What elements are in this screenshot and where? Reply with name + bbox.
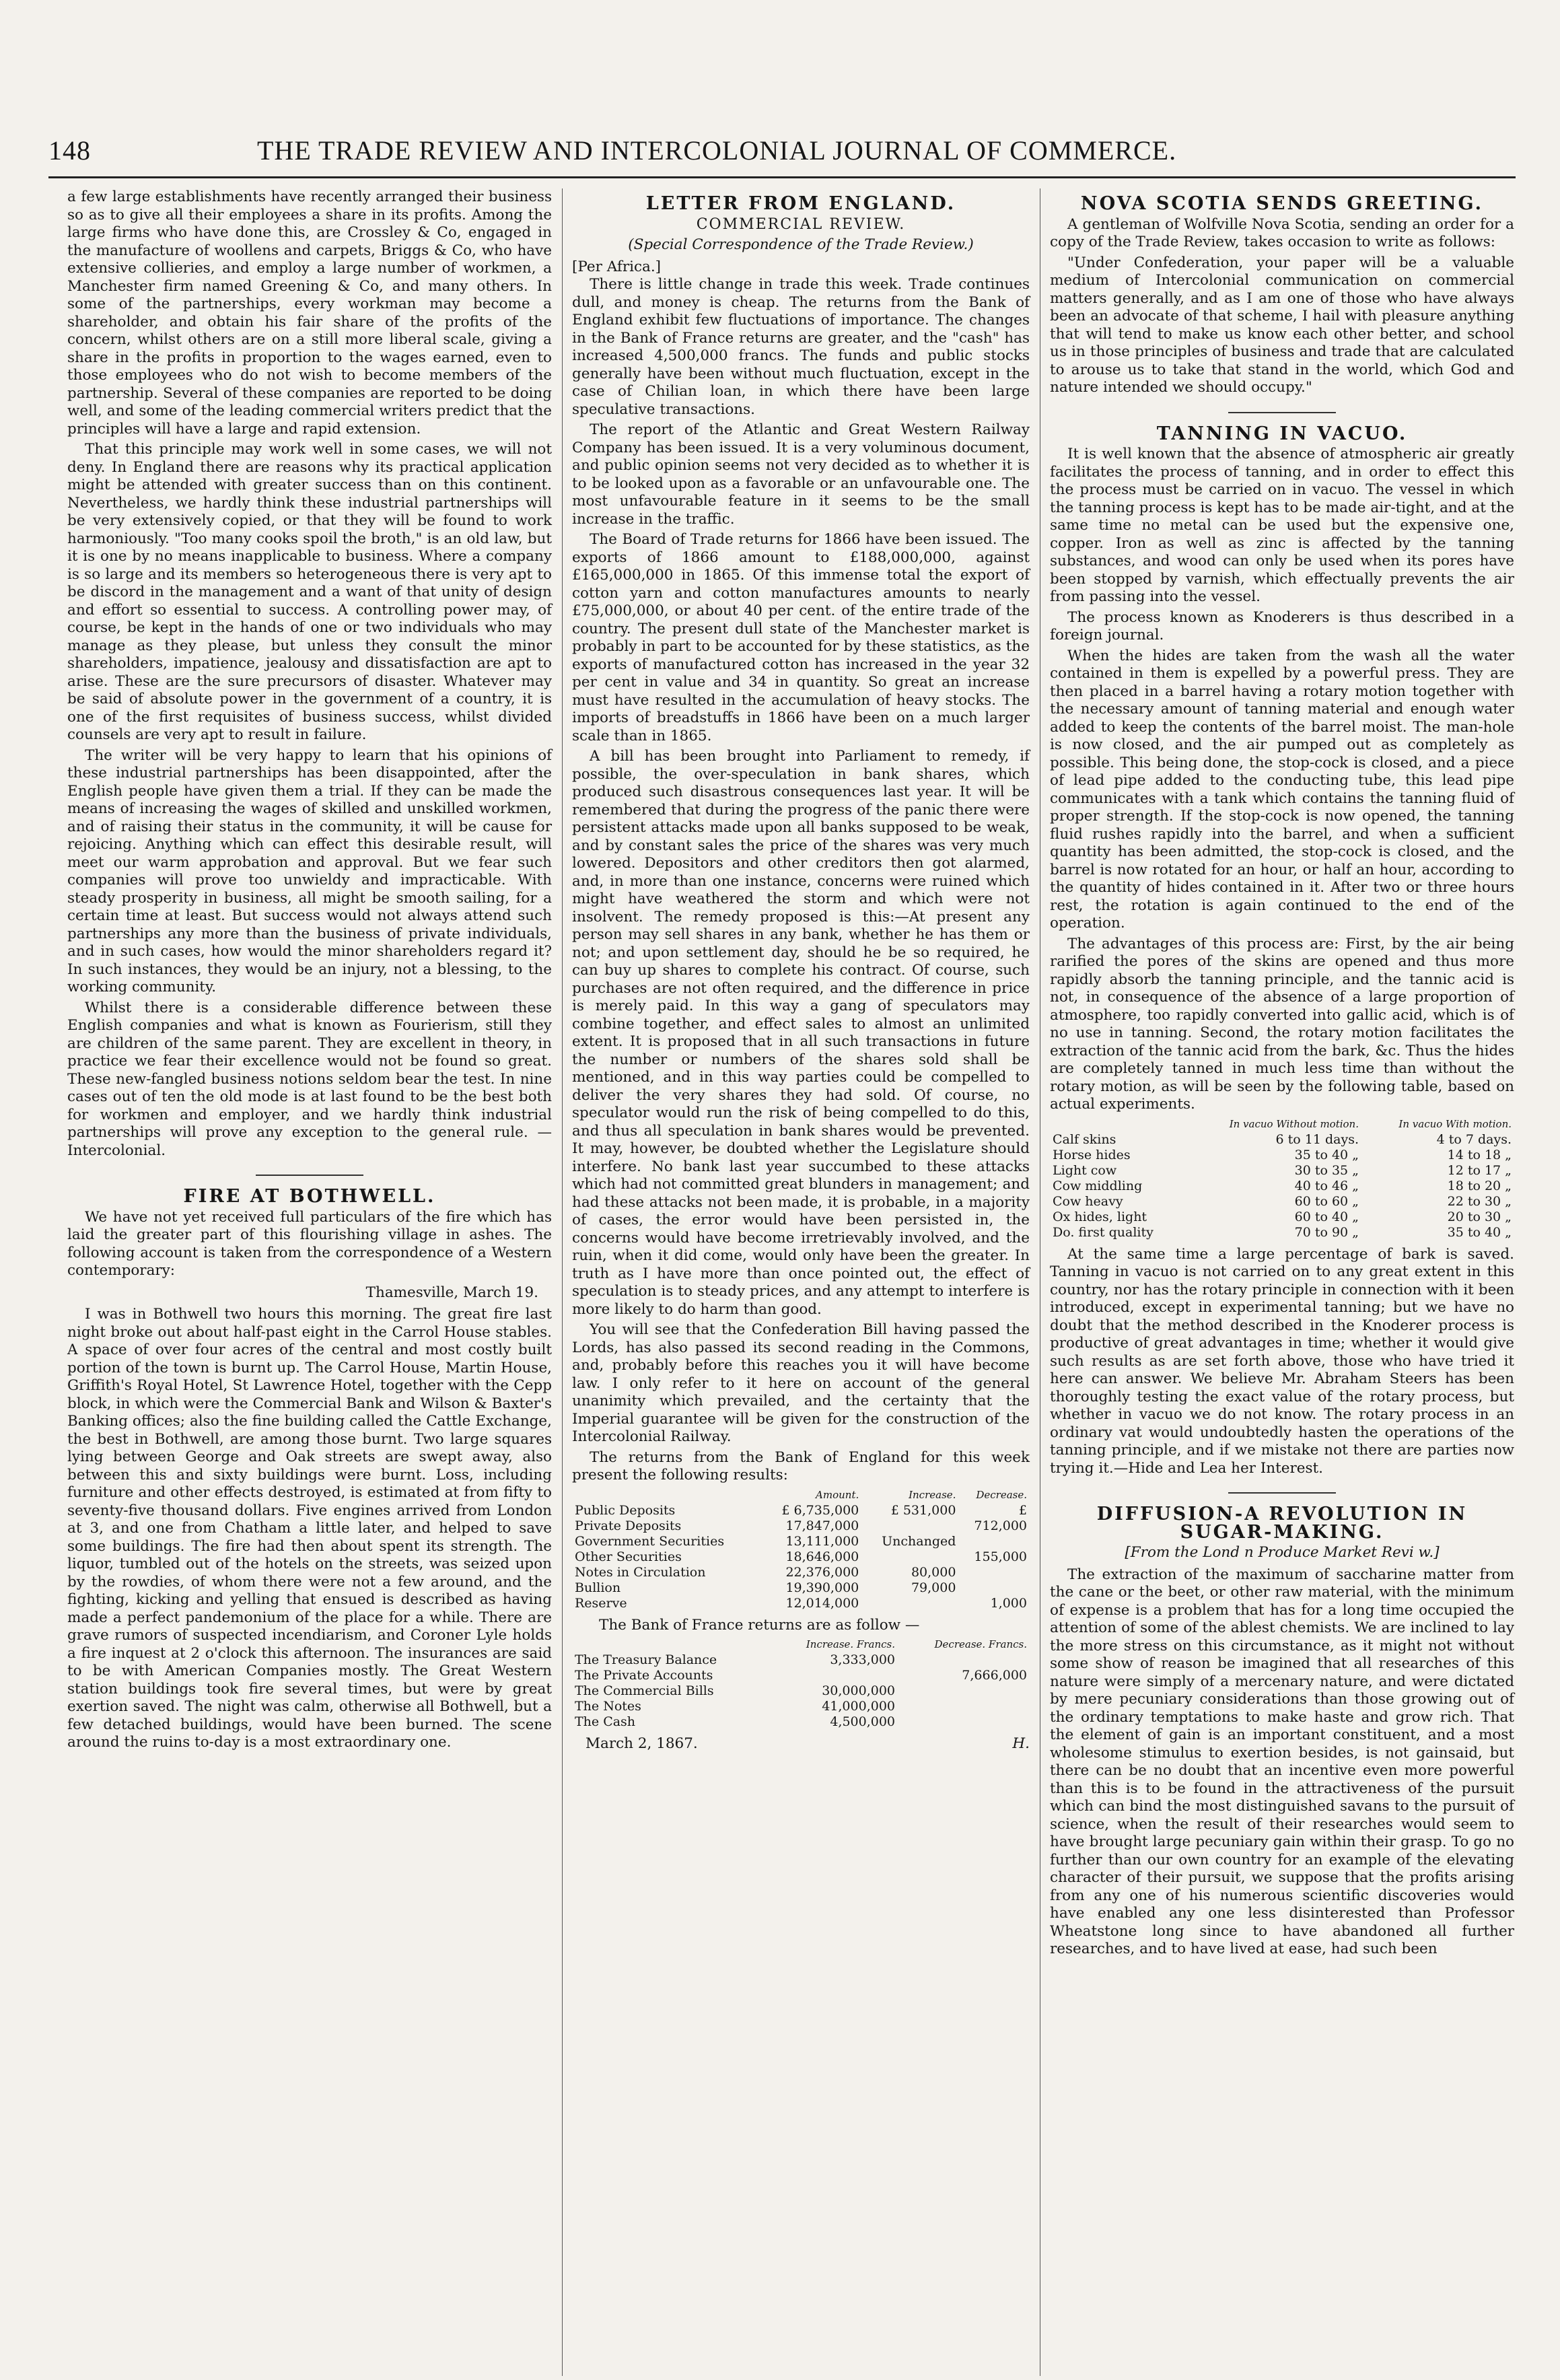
table-row (1050, 1194, 1514, 1210)
header-rule (48, 176, 1516, 178)
table-row (572, 1683, 1030, 1699)
table-cell: 18 to 20 „ (1447, 1178, 1512, 1193)
table-cell: Reserve (575, 1595, 627, 1611)
column-divider (562, 188, 563, 2376)
table-cell: 12 to 17 „ (1447, 1162, 1512, 1178)
paragraph: The process known as Knoderers is thus described in a foreign journal. (1050, 608, 1514, 643)
table-cell: Do. first quality (1053, 1224, 1154, 1240)
table-row (1050, 1132, 1514, 1148)
table-cell: 4,500,000 (830, 1714, 896, 1729)
table-cell (898, 1714, 1030, 1730)
article-subtitle: COMMERCIAL REVIEW. (696, 215, 906, 233)
table-row (572, 1699, 1030, 1714)
table-cell: Unchanged (882, 1533, 956, 1549)
table-cell: 7,666,000 (962, 1668, 1027, 1683)
table-cell: 17,847,000 (785, 1518, 859, 1533)
paragraph: The Bank of France returns are as follow — (599, 1616, 920, 1634)
page-number: 148 (48, 135, 91, 166)
article-title-nova-scotia: NOVA SCOTIA SENDS GREETING. (1080, 193, 1484, 214)
table-cell (861, 1549, 958, 1565)
table-row (572, 1668, 1030, 1683)
table-cell: 79,000 (911, 1580, 956, 1595)
table-cell: Horse hides (1053, 1147, 1131, 1162)
paragraph: The Board of Trade returns for 1866 have been issued. The exports of 1866 amount to £188,000,000, against £165,000,000 in 1865. Of this immense total the export of cotton yarn and cotton manufactures amounts to nearly £75,000,000, or about 40 per cent. of the entire trade of the country. The present dull state of the Manchester market is probably in part to be accounted for by these statistics, as the exports of manufactured cotton has increased in the year 32 per cent in value and 34 in quantity. So great an increase must have resulted in the accumulation of heavy stocks. The imports of breadstuffs in 1866 have been on a much larger scale than in 1865. (572, 531, 1030, 744)
article-title-sugar: DIFFUSION-A REVOLUTION IN SUGAR-MAKING. (1096, 1504, 1468, 1543)
table-cell: Calf skins (1053, 1131, 1116, 1147)
table-cell: 41,000,000 (822, 1699, 896, 1714)
table-cell: The Treasury Balance (575, 1652, 717, 1667)
table-cell: 22 to 30 „ (1447, 1193, 1512, 1209)
table-cell: The Cash (575, 1714, 636, 1729)
via-line: [Per Africa.] (572, 258, 662, 275)
article-intro: We have not yet received full particulars of the fire which has laid the greater part of this flourishing village in ashes. The following account is taken from the correspondence of a Western contemporary: (67, 1208, 552, 1279)
table-cell: 60 to 40 „ (1294, 1209, 1359, 1224)
table-cell: 19,390,000 (785, 1580, 859, 1595)
table-cell: Bullion (575, 1580, 621, 1595)
table-cell (861, 1518, 958, 1534)
table-cell (958, 1580, 1030, 1596)
signature-line (572, 1735, 1030, 1753)
bank-of-france-table (572, 1637, 1030, 1730)
table-header: In vacuo Without motion. (1229, 1117, 1359, 1130)
table-cell: 4 to 7 days. (1436, 1131, 1512, 1147)
section-separator (1228, 1492, 1336, 1494)
table-cell: 60 to 60 „ (1294, 1193, 1359, 1209)
table-row (1050, 1163, 1514, 1179)
table-header: Amount. (816, 1488, 859, 1501)
table-cell (958, 1565, 1030, 1580)
table-cell: Government Securities (575, 1533, 725, 1549)
table-cell: Cow middling (1053, 1178, 1143, 1193)
table-cell (771, 1668, 898, 1683)
table-cell: Ox hides, light (1053, 1209, 1147, 1224)
table-cell: 70 to 90 „ (1294, 1224, 1359, 1240)
sign-date: March 2, 1867. (586, 1735, 698, 1752)
table-header-row (572, 1637, 1030, 1652)
table-cell: 14 to 18 „ (1447, 1147, 1512, 1162)
table-row (1050, 1210, 1514, 1225)
table-cell: 12,014,000 (785, 1595, 859, 1611)
dateline: Thamesville, March 19. (365, 1284, 538, 1301)
table-cell (898, 1699, 1030, 1714)
journal-title: THE TRADE REVIEW AND INTERCOLONIAL JOURNAL OF COMMERCE. (257, 135, 1177, 166)
bank-of-england-table (572, 1488, 1030, 1611)
table-header: Increase. (909, 1488, 956, 1501)
table-row (572, 1580, 1030, 1596)
table-cell: The Private Accounts (575, 1668, 713, 1683)
table-cell (958, 1534, 1030, 1549)
table-cell: 40 to 46 „ (1294, 1178, 1359, 1193)
paragraph: A bill has been brought into Parliament to remedy, if possible, the over-speculation in bank shares, which produced such disastrous consequences last year. It will be remembered that during the progress of the panic there were persistent attacks made upon all banks supposed to be weak, and by constant sales the price of the shares was very much lowered. Depositors and other creditors then got alarmed, and, in more than one instance, concerns were ruined which might have weathered the storm and which were not insolvent. The remedy proposed is this:—At present any person may sell shares in any bank, whether he has them or not; and upon settlement day, should he be so required, he can buy up shares to complete his contract. Of course, such purchases are not often required, and the difference in price is merely paid. In this way a gang of speculators may combine together, and effect sales to almost an unlimited extent. It is proposed that in all such transactions in future the number or numbers of the shares sold shall be mentioned, and in this way parties could be compelled to deliver the very shares they had sold. Of course, no speculator would run the risk of being compelled to do this, and thus all speculation in bank shares would be prevented. It may, however, be doubted whether the Legislature should interfere. No bank last year succumbed to these attacks which had not committed great blunders in management; and had these attacks not been made, it is probable, in a majority of cases, the error would have been persisted in, the concerns would have become irretrievably involved, and the ruin, when it did come, would only have been the greater. In truth as I have more than once pointed out, the effect of speculation is to steady prices, and any attempt to interfere is more likely to do harm than good. (572, 748, 1030, 1318)
table-cell: 3,333,000 (830, 1652, 896, 1667)
table-cell: The Commercial Bills (575, 1683, 714, 1698)
paragraph: It is well known that the absence of atmospheric air greatly facilitates the process of tanning, and in order to effect this the process must be carried on in vacuo. The vessel in which the tanning process is kept has to be made air-tight, and at the same time no metal can be used but the expensive one, copper. Iron as well as zinc is affected by the tanning substances, and wood can only be used when its pores have been stopped by varnish, which effectually prevents the air from passing into the vessel. (1050, 446, 1514, 605)
table-cell: Cow heavy (1053, 1193, 1123, 1209)
table-cell: £ 6,735,000 (781, 1502, 859, 1518)
table-cell (898, 1652, 1030, 1668)
column-3 (1050, 188, 1514, 1961)
paragraph: The returns from the Bank of England for this week present the following results: (572, 1448, 1030, 1483)
byline: (Special Correspondence of the Trade Review.) (628, 236, 974, 253)
article-title-fire: FIRE AT BOTHWELL. (183, 1186, 436, 1207)
table-cell: Light cow (1053, 1162, 1117, 1178)
paragraph: The extraction of the maximum of saccharine matter from the cane or the beet, or other raw material, with the minimum of expense is a problem that has for a long time occupied the attention of some of the ablest chemists. We are inclined to lay the more stress on this circumstance, as it might not without some show of reason be imagined that all researches of this nature were simply of a mercenary nature, and were dictated by mere pecuniary considerations than those growing out of the ordinary temptations to make haste and grow rich. That the element of gain is an important constituent, and a most wholesome stimulus to exertion besides, is not gainsaid, but there can be no doubt that an incentive even more powerful than this is to be found in the attractiveness of the pursuit which can bind the most distinguished savans to the pursuit of science, when the result of their researches would seem to have brought large pecuniary gain within their grasp. To go no further than our own country for an example of the elevating character of their pursuit, we suppose that the profits arising from any one of his numerous scientific discoveries would have enabled any one less disinterested than Professor Wheatstone long since to have abandoned all further researches, and to have lived at ease, had such been (1050, 1566, 1514, 1957)
table-cell: 22,376,000 (785, 1564, 859, 1580)
paragraph: There is little change in trade this week. Trade continues dull, and money is cheap. The returns from the Bank of England exhibit few fluctuations of importance. The changes in the Bank of France returns are greater, and the "cash" has increased 4,500,000 francs. The funds and public stocks generally have been without much fluctuation, except in the case of Chilian loan, in which there have been large speculative transactions. (572, 276, 1030, 418)
table-cell: 80,000 (911, 1564, 956, 1580)
paragraph: That this principle may work well in some cases, we will not deny. In England there are reasons why its practical application might be attended with greater success than on this continent. Nevertheless, we hardly think these industrial partnerships will be very extensively copied, or that they will be found to work harmoniously. "Too many cooks spoil the broth," is an old law, but it is one by no means inapplicable to business. Where a company is so large and its members so heterogeneous there is very apt to be discord in the management and a want of that unity of design and effort so essential to success. A controlling power may, of course, be kept in the hands of one or two individuals who may manage as they please, but unless they consult the minor shareholders, impatience, jealousy and dissatisfaction are apt to arise. These are the sure precursors of disaster. Whatever may be said of absolute power in the government of a country, it is one of the first requisites of business success, whilst divided counsels are very apt to result in failure. (67, 441, 552, 743)
table-header: Decrease. Francs. (934, 1638, 1027, 1650)
table-row (572, 1549, 1030, 1565)
table-cell: 13,111,000 (785, 1533, 859, 1549)
column-2 (572, 188, 1030, 1753)
table-row (1050, 1148, 1514, 1163)
table-cell: 30,000,000 (822, 1683, 896, 1698)
table-row (572, 1534, 1030, 1549)
source-line: [From the Lond n Produce Market Revi w.] (1125, 1544, 1440, 1561)
table-cell: 20 to 30 „ (1447, 1209, 1512, 1224)
paragraph: A gentleman of Wolfville Nova Scotia, sending an order for a copy of the Trade Review, takes occasion to write as follows: (1050, 215, 1514, 250)
table-cell (898, 1683, 1030, 1699)
article-title-letter: LETTER FROM ENGLAND. (645, 193, 956, 214)
sign-initial: H. (1012, 1735, 1030, 1752)
table-cell: 1,000 (990, 1595, 1027, 1611)
table-cell: £ 531,000 (890, 1502, 956, 1518)
table-cell: 35 to 40 „ (1294, 1147, 1359, 1162)
table-cell: 18,646,000 (785, 1549, 859, 1564)
table-header: In vacuo With motion. (1398, 1117, 1512, 1130)
table-row (572, 1596, 1030, 1611)
column-1 (67, 188, 552, 1755)
table-header-row (572, 1488, 1030, 1503)
table-header-row (1050, 1117, 1514, 1132)
paragraph: When the hides are taken from the wash all the water contained in them is expelled by a powerful press. They are then placed in a barrel having a rotary motion together with the necessary amount of tanning material and enough water added to keep the contents of the barrel moist. The man-hole is now closed, and the air pumped out as completely as possible. This being done, the stop-cock is closed, and a piece of lead pipe added to the conducting tube, this lead pipe communicates with a tank which contains the tanning fluid of proper strength. If the stop-cock is now opened, the tanning fluid rushes rapidly into the barrel, and when a sufficient quantity has been admitted, the stop-cock is closed, and the barrel is now rotated for an hour, or half an hour, according to the quantity of hides contained in it. After two or three hours rest, the rotation is again continued to the end of the operation. (1050, 647, 1514, 932)
paragraph: The advantages of this process are: First, by the air being rarified the pores of the skins are opened and thus more rapidly absorb the tanning principle, and the tannic acid is not, in consequence of the absence of a large proportion of atmosphere, too rapidly converted into gallic acid, which is of no use in tanning. Second, the rotary motion facilitates the extraction of the tannic acid from the bark, &c. Thus the hides are completely tanned in much less time than without the rotary motion, as will be seen by the following table, based on actual experiments. (1050, 935, 1514, 1113)
table-cell: Private Deposits (575, 1518, 682, 1533)
quote: "Under Confederation, your paper will be a valuable medium of Intercolonial communication on commercial matters generally, and as I am one of those who have always been an advocate of that scheme, I hail with pleasure anything that will tend to make us know each other better, and school us in those principles of business and trade that are calculated to arouse us to take that stand in the world, which God and nature intended we should occupy." (1050, 254, 1514, 396)
table-cell: £ (1018, 1502, 1027, 1518)
table-row (572, 1503, 1030, 1518)
table-header: Decrease. (976, 1488, 1027, 1501)
table-cell: 35 to 40 „ (1447, 1224, 1512, 1240)
table-cell (861, 1596, 958, 1611)
table-header: Increase. Francs. (806, 1638, 896, 1650)
table-cell: 6 to 11 days. (1275, 1131, 1359, 1147)
article-title-tanning: TANNING IN VACUO. (1156, 423, 1408, 444)
table-cell: 712,000 (974, 1518, 1027, 1533)
table-row (572, 1518, 1030, 1534)
section-separator (256, 1175, 363, 1176)
table-cell: 155,000 (974, 1549, 1027, 1564)
paragraph: At the same time a large percentage of bark is saved. Tanning in vacuo is not carried on to any great extent in this country, nor has the rotary principle in connection with it been introduced, except in experimental tanning; but we have no doubt that the method described in the Knoderer process is productive of great advantages in time; whether it would give such results as are set forth above, those who have tried it here can answer. We believe Mr. Abraham Steers has been thoroughly testing the exact value of the rotary process, but whether in vacuo we do not know. The rotary process in an ordinary vat would undoubtedly hasten the operations of the tanning principle, and if we mistake not there are parties now trying it.—Hide and Lea her Interest. (1050, 1245, 1514, 1477)
paragraph: The report of the Atlantic and Great Western Railway Company has been issued. It is a very voluminous document, and public opinion seems not very decided as to whether it is to be looked upon as a favorable or an unfavourable one. The most unfavourable feature in it seems to be the small increase in the traffic. (572, 421, 1030, 528)
section-separator (1228, 412, 1336, 413)
table-cell: 30 to 35 „ (1294, 1162, 1359, 1178)
table-cell: The Notes (575, 1699, 641, 1714)
table-row (572, 1652, 1030, 1668)
table-row (572, 1714, 1030, 1730)
paragraph: a few large establishments have recently arranged their business so as to give all their employees a share in its profits. Among the large firms who have done this, are Crossley & Co, engaged in the manufacture of woollens and carpets, Briggs & Co, who have extensive collieries, and employ a large number of workmen, a Manchester firm named Greening & Co, and many others. In some of the partnerships, every workman may become a shareholder, and obtain his fair share of the profits of the concern, whilst others are on a still more liberal scale, giving a share in the profits in proportion to the wages earned, even to those employees who do not wish to become members of the partnership. Several of these companies are reported to be doing well, and some of the leading commercial writers predict that the principles will have a large and rapid extension. (67, 188, 552, 438)
table-cell: Public Deposits (575, 1502, 676, 1518)
paragraph: The writer will be very happy to learn that his opinions of these industrial partnerships has been disappointed, after the English people have given them a trial. If they can be made the means of increasing the wages of skilled and unskilled workmen, and of raising their status in the community, it will be cause for rejoicing. Anything which can effect this desirable result, will meet our warm approbation and approval. But we fear such companies will prove too unwieldy and impracticable. With steady prosperity in business, all might be smooth sailing, for a certain time at least. But success would not always attend such partnerships any more than the business of private individuals, and in such cases, how would the minor shareholders regard it? In such instances, they would be an injury, not a blessing, to the working community. (67, 746, 552, 995)
page-header (48, 135, 1327, 166)
table-row (572, 1565, 1030, 1580)
paragraph: You will see that the Confederation Bill having passed the Lords, has also passed its second reading in the Commons, and, probably before this reaches you it will have become law. I only refer to it here on account of the general unanimity which prevailed, and the certainty that the Imperial guarantee will be given for the construction of the Intercolonial Railway. (572, 1321, 1030, 1445)
table-cell: Other Securities (575, 1549, 682, 1564)
paragraph: Whilst there is a considerable difference between these English companies and what is known as Fourierism, still they are children of the same parent. They are excellent in theory, in practice we fear their excellence would not be found so great. These new-fangled business notions seldom bear the test. In nine cases out of ten the old mode is at last found to be the best both for workmen and employer, and we hardly think industrial partnerships will prove any exception to the general rule. — Intercolonial. (67, 999, 552, 1159)
tanning-table (1050, 1117, 1514, 1240)
table-cell: Notes in Circulation (575, 1564, 706, 1580)
table-row (1050, 1225, 1514, 1240)
table-row (1050, 1179, 1514, 1194)
paragraph: I was in Bothwell two hours this morning. The great fire last night broke out about half-past eight in the Carrol House stables. A space of over four acres of the central and most costly built portion of the town is burnt up. The Carrol House, Martin House, Griffith's Royal Hotel, St Lawrence Hotel, together with the Cepp block, in which were the Commercial Bank and Wilson & Baxter's Banking offices; also the fine building called the Cattle Exchange, the best in Bothwell, are among those burnt. Two large squares lying between George and Oak streets are swept away, also between this and sixty buildings were burnt. Loss, including furniture and other effects destroyed, is estimated at from fifty to seventy-five thousand dollars. Five engines arrived from London at 3, and one from Chatham a little later, and helped to save some buildings. The fire had then about spent its strength. The liquor, tumbled out of the hotels on the streets, was seized upon by the rowdies, of whom there were not a few around, and the fighting, kicking and yelling that ensued is described as having made a perfect pandemonium of the place for a while. There are grave rumors of suspected incendiarism, and Coroner Lyle holds a fire inquest at 2 o'clock this afternoon. The insurances are said to be with American Companies mostly. The Great Western station buildings took fire several times, but were by great exertion saved. The night was calm, otherwise all Bothwell, but a few detached buildings, would have been burned. The scene around the ruins to-day is a most extraordinary one. (67, 1306, 552, 1751)
